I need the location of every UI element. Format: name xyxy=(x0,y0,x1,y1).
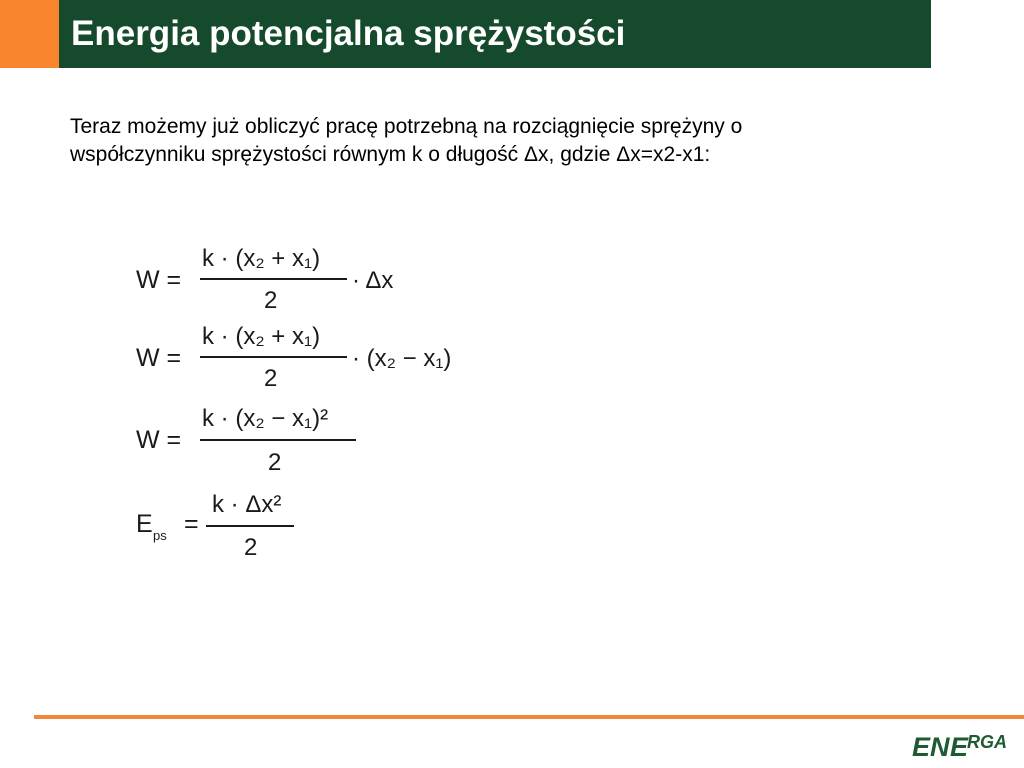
logo-text-en: EN xyxy=(912,732,950,762)
formula-1 xyxy=(136,245,393,314)
intro-paragraph xyxy=(70,113,930,169)
formula-block xyxy=(134,232,494,572)
formula-4-lhs-main: E xyxy=(136,510,153,538)
formula-3-numerator: k · (x₂ − x₁)² xyxy=(202,405,329,432)
slide-title: Energia potencjalna sprężystości xyxy=(71,14,626,53)
intro-line-1: Teraz możemy już obliczyć pracę potrzebną na rozciągnięcie sprężyny o xyxy=(70,115,743,138)
footer-divider xyxy=(34,715,1024,719)
logo-text-rga: RGA xyxy=(967,732,1007,752)
formula-3-lhs: W = xyxy=(136,426,182,454)
formula-1-numerator: k · (x₂ + x₁) xyxy=(202,245,321,272)
formula-2-lhs: W = xyxy=(136,344,182,372)
formula-4-lhs-subscript: ps xyxy=(153,528,167,543)
formula-1-tail: · Δx xyxy=(352,267,394,294)
title-accent-block xyxy=(0,0,59,68)
formula-1-lhs: W = xyxy=(136,266,182,294)
formula-3-denominator: 2 xyxy=(268,449,282,476)
formula-4-denominator: 2 xyxy=(244,534,258,561)
title-bar xyxy=(59,0,931,68)
intro-line-2: współczynniku sprężystości równym k o długość Δx, gdzie Δx=x2-x1: xyxy=(70,143,711,166)
formula-2-numerator: k · (x₂ + x₁) xyxy=(202,323,321,350)
energa-logo-svg xyxy=(912,728,1012,762)
formula-4-numerator: k · Δx² xyxy=(212,491,282,518)
formula-2-tail: · (x₂ − x₁) xyxy=(352,345,452,372)
formula-4-equals: = xyxy=(184,510,199,538)
formula-2-denominator: 2 xyxy=(264,365,278,392)
energa-logo xyxy=(912,728,1012,762)
formula-1-denominator: 2 xyxy=(264,287,278,314)
formula-3 xyxy=(136,405,356,476)
formula-4 xyxy=(136,491,294,561)
formula-svg xyxy=(134,232,494,572)
logo-text-e: E xyxy=(950,732,969,762)
formula-2 xyxy=(136,323,451,392)
